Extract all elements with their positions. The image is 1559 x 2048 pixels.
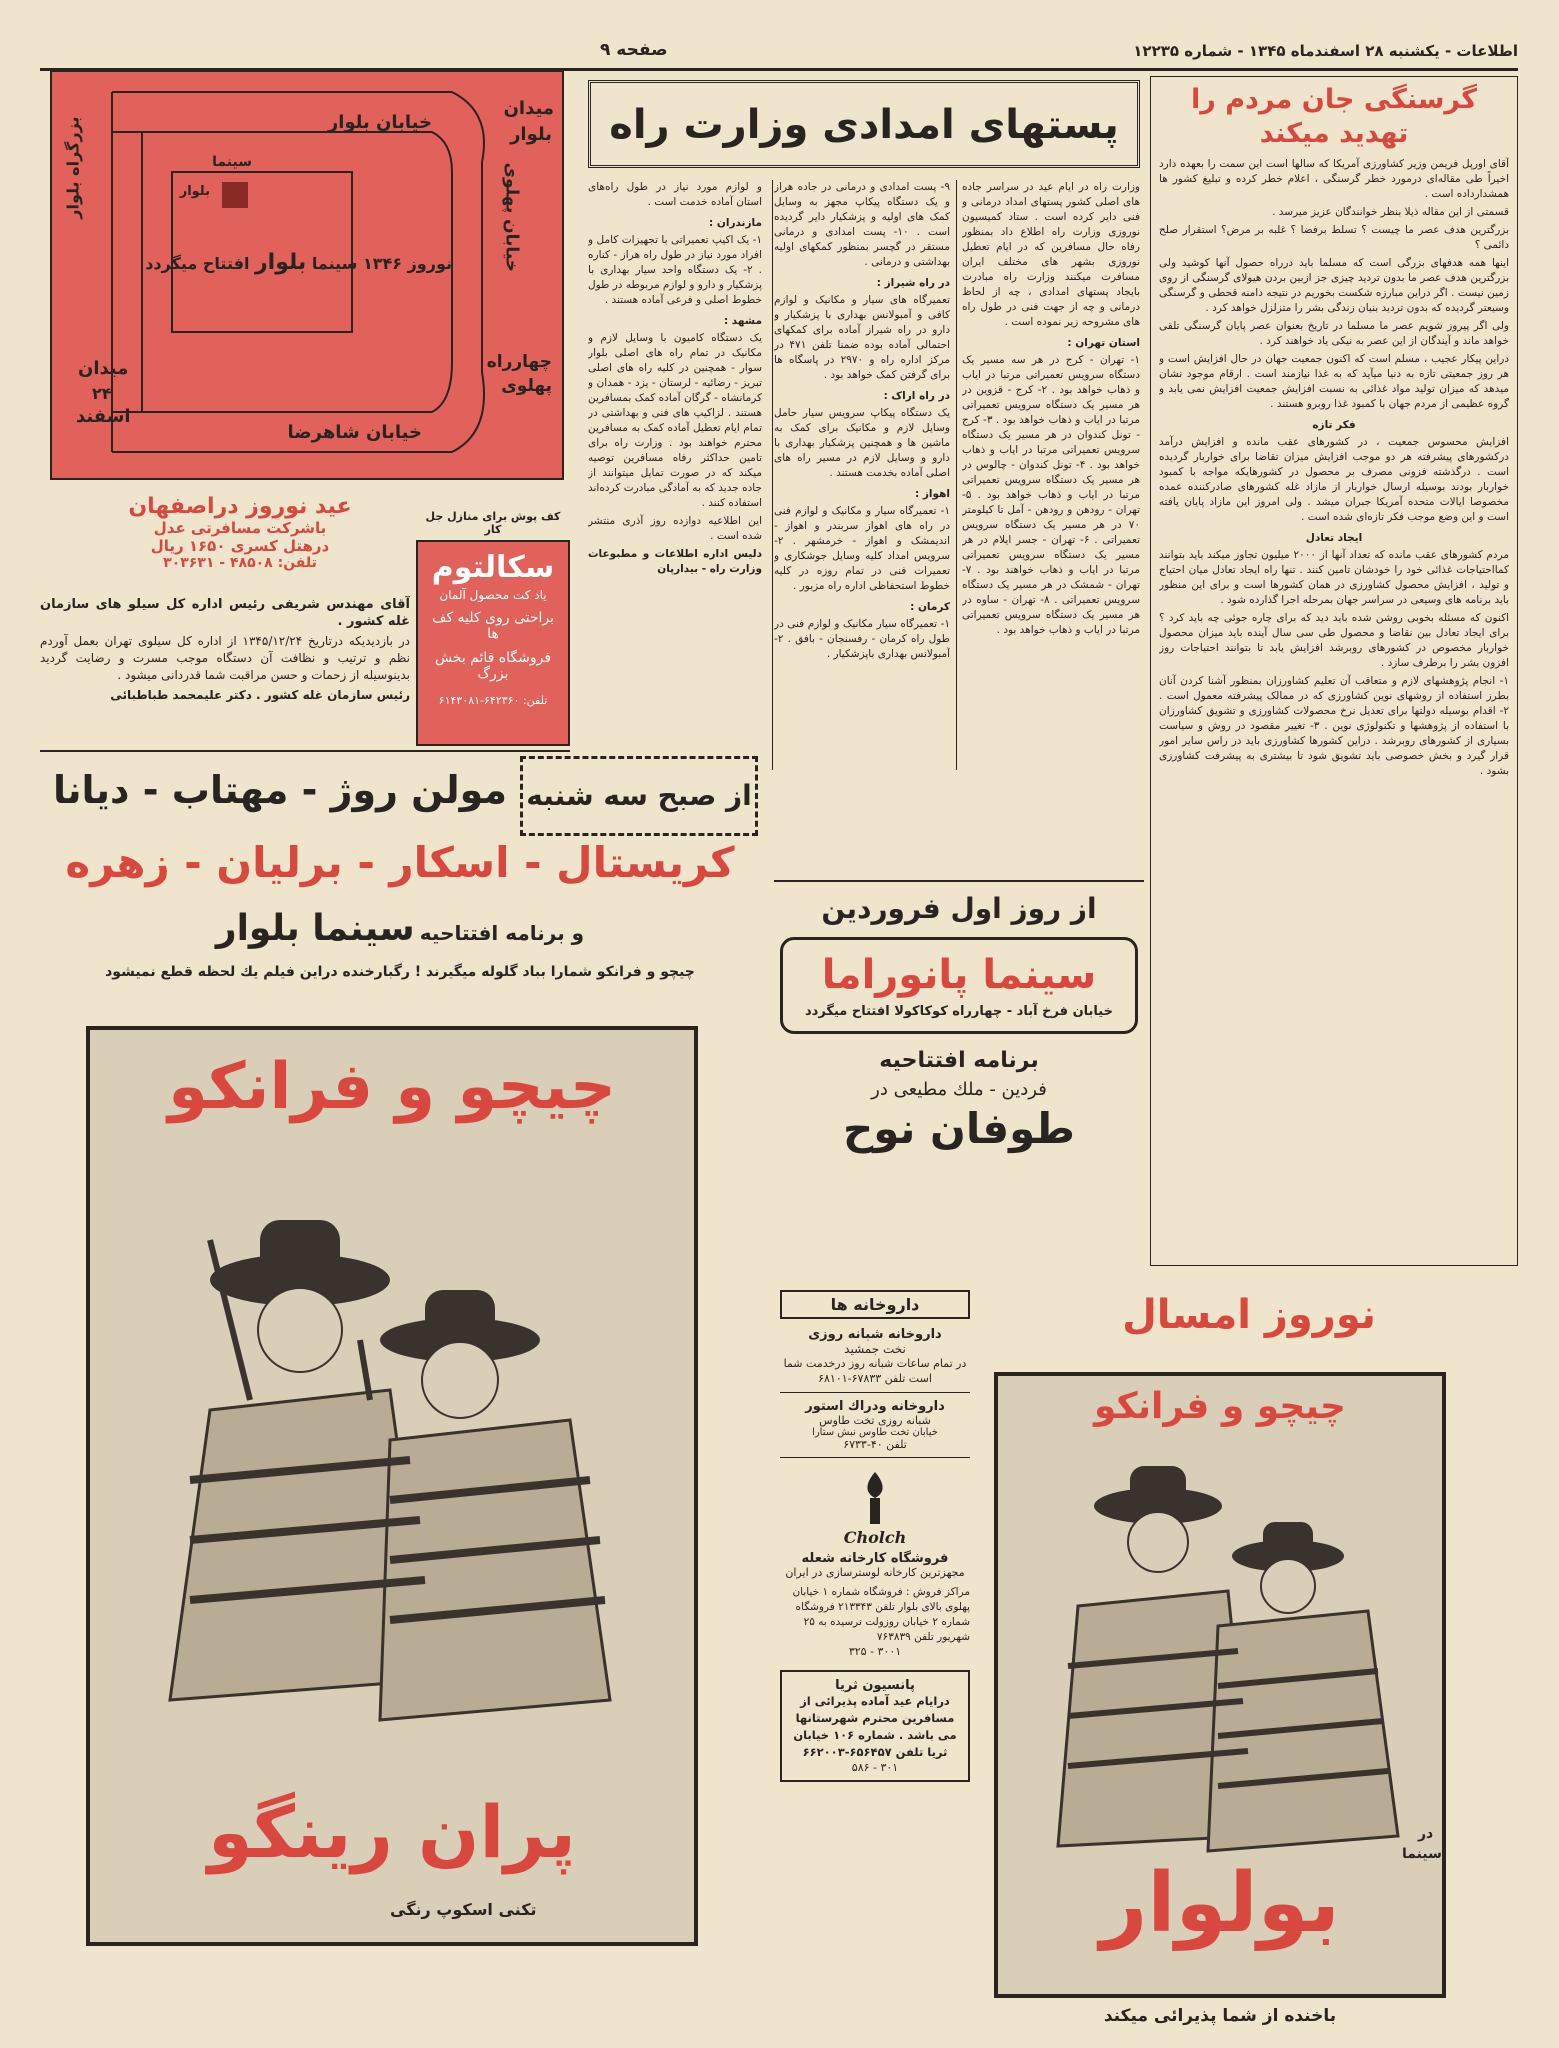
pharmacy-1-text: در تمام ساعات شبانه روز درخدمت شما است تلفن ۶۷۸۳۳-۶۸۱۰۱ <box>783 1357 967 1385</box>
panorama-top: از روز اول فروردین <box>821 892 1097 925</box>
posts-c2-text: ۹- پست امدادی و درمانی در جاده هراز و یک دستگاه پیکاپ مجهز به وسایل کمک های اولیه و پزشکیار دایر گردیده است . ۱۰- پست امدادی و درمانی مستقر در گچسر بمنظور کمکهای اولیه بهداشتی و درمانی . <box>774 181 950 268</box>
map-label-highway: بزرگراه بلوار <box>63 116 83 219</box>
nowruz-poster-title: چیچو و فرانکو <box>1094 1386 1346 1427</box>
map-ad <box>50 70 564 480</box>
nowruz-cinema: سینما <box>1402 1846 1442 1862</box>
movie-badge-text: از صبح سه شنبه <box>526 779 752 812</box>
hunger-p3: بزرگترین هدف عصر ما چیست ؟ تسلط برفضا ؟ غلبه بر مرض؟ استقرار صلح دائمی ؟ <box>1159 224 1509 251</box>
floor-ad-top: کف پوش برای منازل جل کار <box>425 510 561 536</box>
sholeh-code: ۳۰۰۱ - ۳۲۵ <box>848 1645 902 1658</box>
hunger-subhead-1: فکر تازه <box>1312 419 1356 431</box>
thanks-title: آقای مهندس شریفی رئیس اداره کل سیلو های سازمان غله کشور . <box>40 597 410 629</box>
panorama-box <box>780 937 1138 1034</box>
posts-c3-body-1: ۱- یک اکیپ تعمیراتی با تجهیزات کامل و افراد مورد نیاز در طول راه هراز - کناره . ۲- یک دستگاه واحد سیار بهداری با پزشکیار و دارو و لوازم مربوطه در طول خطوط اصلی و فرعی آماده هستند . <box>588 234 762 306</box>
isfahan-title: عید نوروز دراصفهان <box>128 494 352 519</box>
floor-ad <box>416 510 570 742</box>
isfahan-phone: تلفن: ۴۸۵۰۸ - ۳۰۳۶۳۱ <box>163 555 317 571</box>
movie-badge <box>520 756 758 836</box>
posts-title-box <box>588 80 1140 168</box>
movie-tagline: چیچو و فرانکو شمارا بباد گلوله میگیرند ! رگبارخنده دراین فیلم یك لحظه قطع نمیشود <box>105 964 695 980</box>
posts-c2-body-1: تعمیرگاه های سیار و مکانیک و لوازم کافی و آمبولانس بهداری با پزشکیار و دارو در راه شیراز آماده برای کمکهای احتمالی آماده بوده ضمنا تلفن ۴۷۱ در مرکز اداره راه و ۲۹۷۰ در پاسگاه ها برای گرفتن کمک خواهد بود . <box>774 294 950 381</box>
posts-c2-subhead-3: اهواز : <box>915 488 950 500</box>
nowruz-ad <box>980 1286 1518 2042</box>
nowruz-poster <box>994 1372 1446 1998</box>
hunger-article <box>1150 76 1518 1266</box>
floor-ad-line3: فروشگاه قائم بخش بزرگ <box>434 650 552 682</box>
isfahan-line1: باشرکت مسافرتی عدل <box>153 519 327 537</box>
poster-title: چیچو و فرانکو <box>168 1050 616 1124</box>
thanks-signature: رئیس سازمان غله کشور . دکتر علیمحمد طباطبائی <box>110 688 410 702</box>
map-label-shahreza: خیابان شاهرضا <box>287 422 422 443</box>
isfahan-line2: درهتل کسری ۱۶۵۰ ریال <box>150 537 330 555</box>
pharmacy-1-name: داروخانه شبانه روزی <box>808 1327 942 1342</box>
torch-icon <box>855 1468 895 1528</box>
pharmacy-2-phone: تلفن ۴۰-۶۷۳۳ <box>843 1438 907 1451</box>
posts-c3-subhead-1: مازندران : <box>709 217 762 229</box>
map-label-cinema: سینما <box>212 154 252 170</box>
map-opening-date: نوروز ۱۳۴۶ سینما <box>311 254 452 273</box>
movie-poster <box>86 1026 698 1946</box>
sholeh-brand: Cholch <box>843 1528 907 1547</box>
header-issue: اطلاعات - یکشنبه ۲۸ اسفندماه ۱۳۴۵ - شماره ۱۲۲۳۵ <box>1133 42 1518 60</box>
hunger-body <box>1159 157 1509 1247</box>
floor-ad-sub: یاد کت محصول آلمان <box>439 588 547 602</box>
posts-c2-subhead-2: در راه اراک : <box>883 390 950 402</box>
panorama-name: سینما پانوراما <box>821 952 1097 998</box>
posts-c1-text: وزارت راه در ایام عید در سراسر جاده های اصلی کشور پستهای امداد درمانی و فنی دایر کرده است . ستاد کمیسیون نوروزی وزارت راه اطلاع داد بمنظور رفاه حال مسافرین که در ایام تعطیل نوروزی بشهر های مختلف ایران مسافرت میکنند وزارت راه مبادرت بایجاد پستهای امدادی ، چه از لحاظ درمانی و چه از جهت فنی در طول راه های مشروحه زیر نموده است . <box>962 181 1140 328</box>
posts-col-1 <box>962 180 1140 776</box>
map-label-boulevard-top: بلوار <box>510 124 552 145</box>
map-label-boulevard-street: خیابان بلوار <box>327 112 432 133</box>
posts-col-3 <box>588 180 762 776</box>
hunger-title-line1: گرسنگی جان مردم را <box>1191 84 1477 115</box>
map-label-pahlavi: پهلوی <box>501 376 552 396</box>
posts-c3-body-2: یک دستگاه کامیون با وسایل لازم و مکانیک در تمام راه های اصلی بلوار سوار - همچنین در کلیه راه های اصلی تبریز - رضائیه - لرستان - یزد - همدان و کرمانشاه - گرگان آماده کمک بمسافرین هستند . لزاکیپ های فنی و بهداشتی در تمام ایام تعطیل آماده کمک به مسافرین محترم خواهند بود . وزارت راه برای تامین حداکثر رفاه مسافرین توصیه میکند که در صورت تمایل میتوانند از جاده جدید که به آمادگی مبادرت کرده‌اند استفاده کنند . <box>588 332 762 509</box>
map-opening-text: افتتاح میگردد <box>145 254 250 273</box>
posts-c1-body: ۱- تهران - کرج در هر سه مسیر یک دستگاه سرویس تعمیراتی مرتبا در ایاب و ذهاب خواهد بود . ۲- کرج - قزوین در هر مسیر یک دستگاه سرویس تعمیراتی مرتبا در ایاب و ذهاب خواهد بود . ۳- کرج - تونل کندوان در هر مسیر یک دستگاه سرویس تعمیراتی مرتبا در ایاب و ذهاب خواهد بود . ۴- تونل کندوان - چالوس در هر مسیر یک دستگاه سرویس تعمیراتی مرتبا در ایاب و ذهاب خواهد بود . ۵- تهران - رودهن و رودهن - آمل تا کیلومتر ۷۰ در هر مسیر یک دستگاه سرویس تعمیراتی . ۶- تهران - جسر ایلام در هر مسیر یک دستگاه سرویس تعمیراتی مرتبا در ایاب و ذهاب خواهند بود . ۷- تهران - شمشک در هر مسیر یک دستگاه سرویس تعمیراتی . ۸- تهران - ساوه در هر مسیر یک دستگاه سرویس تعمیراتی مرتبا در ایاب و ذهاب خواهد بود . <box>962 354 1140 636</box>
posts-signature: دلیس اداره اطلاعات و مطبوعات وزارت راه - بیدارپان <box>588 548 762 575</box>
pharmacy-box <box>780 1290 970 2040</box>
panorama-program: برنامه افتتاحیه <box>879 1048 1039 1073</box>
thanks-body: در بازدیدیکه درتاریخ ۱۳۴۵/۱۲/۲۴ از اداره کل سیلوی تهران بعمل آوردم نظم و ترتیب و نظافت آن دستگاه موجب مسرت و رضایت گردید بدینوسیله از زحمات و حسن مراقبت شما قدردانی میشود . <box>40 634 410 682</box>
posts-title: پستهای امدادی وزارت راه <box>609 102 1119 148</box>
hunger-subhead-2: ایجاد تعادل <box>1305 532 1363 544</box>
map-label-esfand: اسفند <box>76 406 131 427</box>
panorama-address: خیابان فرخ آباد - چهارراه کوکاکولا افتتاح میگردد <box>804 1004 1113 1019</box>
movie-line2: کریستال - اسکار - برلیان - زهره <box>65 838 735 887</box>
nowruz-title: نوروز امسال <box>1122 1292 1376 1338</box>
page-header <box>40 38 1518 68</box>
pharmacy-2-address: خیابان تخت طاوس نبش ستارا <box>812 1427 938 1438</box>
pansion-body: درایام عید آماده پذیرائی از مسافرین محترم شهرستانها می باشد . شماره ۱۰۶ خیابان ثریا تلفن ۶۵۶۴۵۷-۶۶۲۰۰۳ <box>793 1694 957 1759</box>
posts-col-2 <box>774 180 950 776</box>
panorama-film: طوفان نوح <box>842 1104 1075 1153</box>
hunger-p10: ۱- انجام پژوهشهای لازم و متعاقب آن تعلیم کشاورزان بمنظور آشنا کردن آنان بطرز استفاده از روشهای نوین کشاورزی که در ممالک پیشرفته معمول است . ۲- اقدام بوسیله دولتها برای تعدیل نرخ محصولات کشاورزی و تشویق کشاورزان با استفاده از پژوهشها و تکنولوژی نوین . ۳- تغییر مقصود در روش و سیاست بسیاری از کشورهای روبرشد . دراین کشورها کشاورزی باید در راس سایر امور قرار گیرد و بخش خصوصی باید تشویق شود تا بیشتری به پیشرفت کشاورزی بشود . <box>1159 675 1509 777</box>
map-opening-cinema: بلوار <box>255 250 307 275</box>
pharmacy-2-name: داروخانه ودراك استور <box>805 1399 945 1414</box>
map-label-boulevard-small: بلوار <box>179 184 210 199</box>
thanks-note <box>40 596 410 746</box>
poster-subtitle: تکنی اسکوپ رنگی <box>390 1900 537 1919</box>
hunger-p4: اینها همه هدفهای بزرگی است که مسلما باید درراه حصول آنها کوشید ولی بزرگترین هدف عصر ما بدون تردید چیزی جز ازبین بردن هیولای گرسنگی از روی زمین نیست . اگر دراین مبارزه شکست بخوریم در نتیجه دامنه قحطی و گرسنگی وسیعتر گردیده که بدون تردید بنیان زندگی بشر را متزلزل خواهد کرد . <box>1159 257 1509 314</box>
hunger-p2: قسمتی از این مقاله ذیلا بنظر خوانندگان عزیز میرسد . <box>1272 206 1509 218</box>
poster-bottom-title: پران رینگو <box>208 1790 576 1874</box>
header-page-number: صفحه ۹ <box>600 40 668 60</box>
floor-ad-phone: تلفن: ۶۴۲۳۶۰-۶۱۴۳۰۸۱ <box>438 694 548 707</box>
nowruz-cinema-name: بولوار <box>1100 1856 1340 1951</box>
posts-c2-subhead-4: کرمان : <box>910 601 950 613</box>
nowruz-footer: باخنده از شما پذیرائی میکند <box>1103 2006 1337 2026</box>
posts-c2-body-2: یک دستگاه پیکاپ سرویس سیار حامل وسایل لازم و مکانیک برای کمک به ماشین ها و همچنین پزشکیار بهداری با دارو و وسایل لازم در مسیر راه های اصلی آماده بخدمت هستند . <box>774 407 950 479</box>
posts-c3-end: این اطلاعیه دوازده روز آذری منتشر شده است . <box>588 515 762 542</box>
hunger-p9: اکنون که مسئله بخوبی روشن شده باید دید که برای چاره جوئی چه باید کرد ؟ برای ایجاد تعادل بین نقاضا و محصول طی سی سال آینده باید میزان محصول خواربار مخصوص در کشورهای روبرشد افزایش یابد تا بتوانند احتیاجات روز افزون بشر را برطرف سازد . <box>1159 612 1509 669</box>
pansion-foot: ۳۰۱ - ۵۸۶ <box>851 1761 899 1774</box>
sholeh-title: فروشگاه کارخانه شعله <box>801 1551 949 1566</box>
sholeh-sub: مجهزترین کارخانه لوسترسازی در ایران <box>785 1566 965 1579</box>
panorama-stars: فردین - ملك مطیعی در <box>871 1079 1047 1100</box>
pharmacy-2-sub: شبانه روزی تخت طاوس <box>819 1414 931 1427</box>
cowboys-illustration <box>130 1160 650 1760</box>
map-label-junction: چهارراه <box>486 352 552 372</box>
posts-c2-body-3: ۱- تعمیرگاه سیار و مکانیک و لوازم فنی در راه های اهواز سربندر و اهواز - اندیمشک و اهواز - خرمشهر . ۲- سرویس امداد کلیه وسایل جوشکاری و تعمیرات فنی در تمام روزه در کلیه خطوط استحفاظی اداره راه مزبور . <box>774 505 950 592</box>
posts-c1-subhead: استان تهران : <box>1067 337 1140 349</box>
nowruz-cowboys-illustration <box>1038 1436 1408 1856</box>
hunger-title-line2: تهدید میکند <box>1259 118 1409 149</box>
movie-line3 <box>50 908 750 949</box>
map-opening-line <box>145 250 452 275</box>
nowruz-dar: در <box>1418 1826 1434 1842</box>
pharmacy-1-sub: نخت جمشید <box>844 1342 906 1356</box>
pansion-title: پانسیون ثریا <box>835 1678 915 1693</box>
hunger-p7: افزایش محسوس جمعیت ، در کشورهای عقب مانده و افزایش درآمد درکشورهای پیشرفته هر دو موجب افزایش میزان تقاضا برای خواربار گردیده است . درگذشته فزونی مصرف بر محصول در کشورهایکه مواجه با کمبود خواربار بودند بوسیله ارسال خواربار از مازاد غله کشورهای صادرکننده عمده مخصوصا ایالات متحده آمریکا جبران میشد . ولی امروز این مازاد پایان یافته است و این وضع موجب فکر تازه‌ای شده است . <box>1159 436 1509 523</box>
posts-c2-subhead-1: در راه شیراز : <box>876 277 950 289</box>
posts-c3-subhead-2: مشهد : <box>723 315 762 327</box>
map-label-square-bottom: میدان <box>78 358 129 379</box>
pharmacy-title: داروخانه ها <box>780 1290 970 1319</box>
posts-article <box>584 76 1144 776</box>
hunger-p5: ولی اگر پیروز شویم عصر ما مسلما در تاریخ بعنوان عصر پایان گرسنگی تلقی خواهد ماند و آیندگان از این عصر به نیکی یاد خواهند کرد . <box>1159 320 1509 347</box>
floor-ad-line2: براحتی روی کلیه کف ها <box>431 610 555 642</box>
map-label-square-top: میدان <box>503 98 554 119</box>
map-label-24: ۲۴ <box>92 384 112 403</box>
movie-ad <box>40 756 764 2042</box>
floor-ad-box <box>416 540 570 746</box>
pansion-box <box>780 1670 970 1782</box>
isfahan-ad <box>90 494 390 580</box>
movie-line3-pre: و برنامه افتتاحیه <box>419 921 585 945</box>
hunger-p1: آقای اورپل فریمن وزیر کشاورزی آمریکا که سالها است این سمت را بعهده دارد اخیراً طی مقاله‌ای درمورد خطر گرسنگی ، اعلام خطر کرده و تبلیغ کشور ها همشدارداده است . <box>1159 158 1509 200</box>
sholeh-address: مراکز فروش : فروشگاه شماره ۱ خیابان پهلوی بالای بلوار تلفن ۲۱۳۳۴۳ فروشگاه شماره ۲ خیابان روزولت نرسیده به ۲۵ شهریور تلفن ۷۶۳۸۳۹ <box>792 1586 970 1643</box>
hunger-p8: مردم کشورهای عقب مانده که تعداد آنها از ۲۰۰۰ میلیون تجاوز میکند باید بتوانند کمااحتیاجات غذائی خود را خودشان تامین کنند . تنها راه ایجاد تعادل میان احتیاج و تولید ، افزایش محصول کشاورزی در همان کشورها است و برای این منظور باید برنامه های وسیعی در سراسر جهان بمرحله اجرا گذارده شود . <box>1159 549 1509 606</box>
floor-ad-brand: سکالتوم <box>431 550 555 585</box>
panorama-ad <box>774 880 1144 1250</box>
posts-c3-text: و لوازم مورد نیاز در طول راه‌های استان آماده خدمت است . <box>588 181 762 208</box>
map-label-pahlavi-street: خیابان پهلوی <box>502 162 522 272</box>
hunger-p6: دراین پیکار عجیب ، مسلم است که اکنون جمعیت جهان در حال افزایش است و هر روز جمعیتی تازه به دنیا میآید که به غذا نیازمند است . ارقام موجود نشان میدهد که میزان تولید مواد غذائی به نسبت افزایش جمعیت افزایش نمی یابد و گروه عظیمی از مردم جهان با کمبود غذا روبرو هستند . <box>1159 353 1509 410</box>
movie-line3-cinema: سینما بلوار <box>215 908 415 949</box>
movie-line1: مولن روژ - مهتاب - دیانا <box>52 768 508 812</box>
posts-c2-body-4: ۱- تعمیرگاه سیار مکانیک و لوازم فنی در طول راه کرمان - رفسنجان - بافق . ۲- آمبولانس بهداری باپزشکیار . <box>774 618 950 660</box>
